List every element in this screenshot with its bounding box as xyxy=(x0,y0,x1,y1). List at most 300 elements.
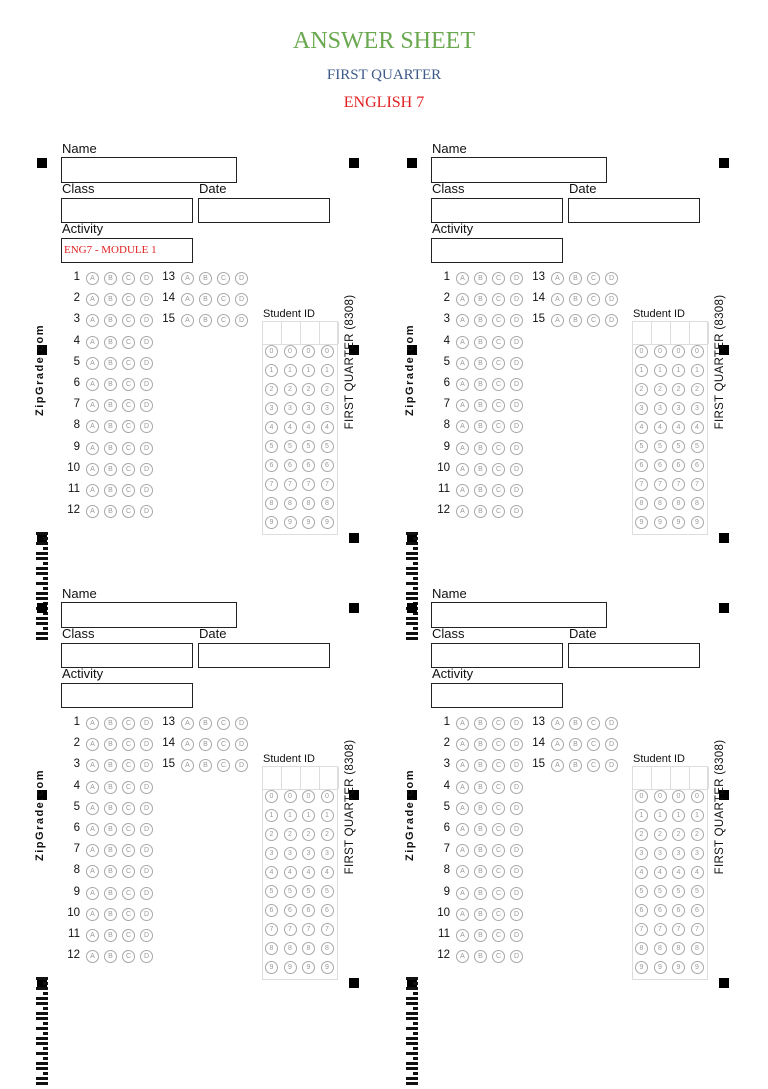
id-digit-bubble[interactable]: 8 xyxy=(672,942,685,955)
id-digit-bubble[interactable]: 8 xyxy=(654,942,667,955)
answer-bubble[interactable]: C xyxy=(217,272,230,285)
answer-bubble[interactable]: A xyxy=(456,823,469,836)
answer-bubble[interactable]: A xyxy=(456,802,469,815)
answer-bubble[interactable]: C xyxy=(217,293,230,306)
answer-bubble[interactable]: C xyxy=(122,399,135,412)
id-digit-bubble[interactable]: 4 xyxy=(284,421,297,434)
answer-bubble[interactable]: B xyxy=(474,759,487,772)
name-field[interactable] xyxy=(431,157,607,183)
answer-bubble[interactable]: C xyxy=(587,717,600,730)
id-digit-bubble[interactable]: 6 xyxy=(284,904,297,917)
answer-bubble[interactable]: A xyxy=(86,823,99,836)
id-digit-bubble[interactable]: 1 xyxy=(265,364,278,377)
id-digit-bubble[interactable]: 0 xyxy=(321,790,334,803)
answer-bubble[interactable]: A xyxy=(86,781,99,794)
id-digit-bubble[interactable]: 1 xyxy=(302,364,315,377)
id-digit-bubble[interactable]: 0 xyxy=(672,790,685,803)
answer-bubble[interactable]: D xyxy=(140,738,153,751)
answer-bubble[interactable]: A xyxy=(551,314,564,327)
id-digit-bubble[interactable]: 2 xyxy=(654,828,667,841)
id-digit-bubble[interactable]: 5 xyxy=(321,885,334,898)
answer-bubble[interactable]: C xyxy=(122,442,135,455)
id-digit-bubble[interactable]: 4 xyxy=(284,866,297,879)
id-digit-bubble[interactable]: 6 xyxy=(265,904,278,917)
answer-bubble[interactable]: A xyxy=(86,272,99,285)
answer-bubble[interactable]: D xyxy=(140,378,153,391)
answer-bubble[interactable]: C xyxy=(492,759,505,772)
answer-bubble[interactable]: A xyxy=(86,950,99,963)
answer-bubble[interactable]: A xyxy=(456,887,469,900)
answer-bubble[interactable]: B xyxy=(104,272,117,285)
id-digit-bubble[interactable]: 0 xyxy=(654,345,667,358)
answer-bubble[interactable]: C xyxy=(492,865,505,878)
answer-bubble[interactable]: C xyxy=(122,781,135,794)
answer-bubble[interactable]: B xyxy=(199,717,212,730)
answer-bubble[interactable]: B xyxy=(104,781,117,794)
answer-bubble[interactable]: A xyxy=(551,272,564,285)
class-field[interactable] xyxy=(431,643,563,668)
id-digit-bubble[interactable]: 3 xyxy=(284,847,297,860)
id-digit-bubble[interactable]: 7 xyxy=(654,478,667,491)
answer-bubble[interactable]: D xyxy=(510,357,523,370)
id-digit-bubble[interactable]: 6 xyxy=(691,459,704,472)
answer-bubble[interactable]: D xyxy=(140,950,153,963)
id-digit-bubble[interactable]: 8 xyxy=(321,497,334,510)
answer-bubble[interactable]: B xyxy=(474,887,487,900)
answer-bubble[interactable]: C xyxy=(122,272,135,285)
answer-bubble[interactable]: B xyxy=(199,272,212,285)
answer-bubble[interactable]: A xyxy=(86,887,99,900)
id-digit-bubble[interactable]: 1 xyxy=(302,809,315,822)
answer-bubble[interactable]: D xyxy=(605,272,618,285)
id-digit-bubble[interactable]: 1 xyxy=(691,809,704,822)
id-digit-bubble[interactable]: 7 xyxy=(691,923,704,936)
answer-bubble[interactable]: A xyxy=(86,357,99,370)
answer-bubble[interactable]: A xyxy=(181,293,194,306)
answer-bubble[interactable]: B xyxy=(474,442,487,455)
answer-bubble[interactable]: A xyxy=(181,272,194,285)
answer-bubble[interactable]: D xyxy=(510,399,523,412)
answer-bubble[interactable]: D xyxy=(605,717,618,730)
activity-field[interactable] xyxy=(431,683,563,708)
answer-bubble[interactable]: B xyxy=(104,442,117,455)
answer-bubble[interactable]: C xyxy=(492,463,505,476)
answer-bubble[interactable]: B xyxy=(569,314,582,327)
id-digit-bubble[interactable]: 1 xyxy=(321,364,334,377)
id-digit-bubble[interactable]: 0 xyxy=(265,790,278,803)
id-digit-bubble[interactable]: 9 xyxy=(284,516,297,529)
answer-bubble[interactable]: B xyxy=(104,929,117,942)
id-digit-bubble[interactable]: 5 xyxy=(284,885,297,898)
answer-bubble[interactable]: D xyxy=(235,272,248,285)
id-digit-bubble[interactable]: 3 xyxy=(635,847,648,860)
id-digit-bubble[interactable]: 6 xyxy=(691,904,704,917)
id-entry-cell[interactable] xyxy=(652,322,671,344)
id-digit-bubble[interactable]: 5 xyxy=(265,440,278,453)
answer-bubble[interactable]: D xyxy=(510,865,523,878)
answer-bubble[interactable]: B xyxy=(474,463,487,476)
answer-bubble[interactable]: C xyxy=(122,950,135,963)
answer-bubble[interactable]: D xyxy=(140,887,153,900)
answer-bubble[interactable]: B xyxy=(474,865,487,878)
id-digit-bubble[interactable]: 3 xyxy=(635,402,648,415)
id-entry-cell[interactable] xyxy=(633,322,652,344)
answer-bubble[interactable]: A xyxy=(86,378,99,391)
name-field[interactable] xyxy=(431,602,607,628)
id-digit-bubble[interactable]: 6 xyxy=(672,904,685,917)
id-digit-bubble[interactable]: 1 xyxy=(321,809,334,822)
id-digit-bubble[interactable]: 9 xyxy=(654,516,667,529)
answer-bubble[interactable]: A xyxy=(456,505,469,518)
answer-bubble[interactable]: D xyxy=(140,399,153,412)
answer-bubble[interactable]: C xyxy=(587,738,600,751)
answer-bubble[interactable]: D xyxy=(605,314,618,327)
id-digit-bubble[interactable]: 4 xyxy=(302,421,315,434)
answer-bubble[interactable]: B xyxy=(474,336,487,349)
id-digit-bubble[interactable]: 8 xyxy=(321,942,334,955)
answer-bubble[interactable]: B xyxy=(104,399,117,412)
id-digit-bubble[interactable]: 7 xyxy=(654,923,667,936)
id-digit-bubble[interactable]: 4 xyxy=(321,866,334,879)
answer-bubble[interactable]: C xyxy=(492,823,505,836)
id-digit-bubble[interactable]: 1 xyxy=(654,809,667,822)
id-digit-bubble[interactable]: 4 xyxy=(672,866,685,879)
answer-bubble[interactable]: C xyxy=(587,759,600,772)
answer-bubble[interactable]: A xyxy=(86,844,99,857)
answer-bubble[interactable]: C xyxy=(217,759,230,772)
id-digit-bubble[interactable]: 2 xyxy=(302,383,315,396)
answer-bubble[interactable]: D xyxy=(510,759,523,772)
answer-bubble[interactable]: C xyxy=(122,908,135,921)
id-digit-bubble[interactable]: 7 xyxy=(691,478,704,491)
id-digit-bubble[interactable]: 5 xyxy=(302,885,315,898)
answer-bubble[interactable]: D xyxy=(140,484,153,497)
id-digit-bubble[interactable]: 2 xyxy=(284,828,297,841)
id-digit-bubble[interactable]: 4 xyxy=(321,421,334,434)
id-digit-bubble[interactable]: 9 xyxy=(635,961,648,974)
answer-bubble[interactable]: A xyxy=(456,314,469,327)
answer-bubble[interactable]: A xyxy=(456,272,469,285)
date-field[interactable] xyxy=(198,643,330,668)
id-digit-bubble[interactable]: 3 xyxy=(691,402,704,415)
answer-bubble[interactable]: B xyxy=(474,357,487,370)
answer-bubble[interactable]: B xyxy=(474,378,487,391)
id-digit-bubble[interactable]: 9 xyxy=(321,516,334,529)
id-digit-bubble[interactable]: 8 xyxy=(265,497,278,510)
id-digit-bubble[interactable]: 9 xyxy=(691,961,704,974)
answer-bubble[interactable]: C xyxy=(492,738,505,751)
date-field[interactable] xyxy=(198,198,330,223)
answer-bubble[interactable]: A xyxy=(86,802,99,815)
answer-bubble[interactable]: D xyxy=(510,442,523,455)
answer-bubble[interactable]: A xyxy=(456,865,469,878)
id-digit-bubble[interactable]: 5 xyxy=(654,885,667,898)
answer-bubble[interactable]: A xyxy=(456,908,469,921)
answer-bubble[interactable]: A xyxy=(181,314,194,327)
answer-bubble[interactable]: A xyxy=(456,950,469,963)
answer-bubble[interactable]: D xyxy=(140,823,153,836)
answer-bubble[interactable]: B xyxy=(569,293,582,306)
answer-bubble[interactable]: C xyxy=(587,293,600,306)
answer-bubble[interactable]: A xyxy=(86,314,99,327)
id-digit-bubble[interactable]: 3 xyxy=(265,847,278,860)
answer-bubble[interactable]: D xyxy=(140,463,153,476)
activity-field[interactable] xyxy=(431,238,563,263)
id-digit-bubble[interactable]: 7 xyxy=(321,478,334,491)
id-digit-bubble[interactable]: 2 xyxy=(635,383,648,396)
id-digit-bubble[interactable]: 2 xyxy=(265,828,278,841)
id-digit-bubble[interactable]: 8 xyxy=(284,497,297,510)
answer-bubble[interactable]: C xyxy=(492,293,505,306)
id-digit-bubble[interactable]: 6 xyxy=(654,459,667,472)
id-digit-bubble[interactable]: 2 xyxy=(321,383,334,396)
answer-bubble[interactable]: B xyxy=(104,484,117,497)
id-digit-bubble[interactable]: 5 xyxy=(672,885,685,898)
id-digit-bubble[interactable]: 5 xyxy=(635,885,648,898)
answer-bubble[interactable]: C xyxy=(217,717,230,730)
answer-bubble[interactable]: C xyxy=(122,717,135,730)
answer-bubble[interactable]: B xyxy=(104,314,117,327)
answer-bubble[interactable]: B xyxy=(104,823,117,836)
answer-bubble[interactable]: C xyxy=(122,463,135,476)
answer-bubble[interactable]: B xyxy=(104,738,117,751)
id-digit-bubble[interactable]: 8 xyxy=(672,497,685,510)
answer-bubble[interactable]: D xyxy=(140,272,153,285)
id-digit-bubble[interactable]: 6 xyxy=(265,459,278,472)
answer-bubble[interactable]: B xyxy=(474,484,487,497)
answer-bubble[interactable]: B xyxy=(104,802,117,815)
answer-bubble[interactable]: A xyxy=(456,442,469,455)
id-digit-bubble[interactable]: 8 xyxy=(635,497,648,510)
answer-bubble[interactable]: A xyxy=(86,759,99,772)
answer-bubble[interactable]: B xyxy=(569,738,582,751)
id-digit-bubble[interactable]: 1 xyxy=(265,809,278,822)
answer-bubble[interactable]: C xyxy=(492,929,505,942)
answer-bubble[interactable]: B xyxy=(104,505,117,518)
id-entry-cell[interactable] xyxy=(301,767,320,789)
id-digit-bubble[interactable]: 0 xyxy=(321,345,334,358)
answer-bubble[interactable]: C xyxy=(492,442,505,455)
answer-bubble[interactable]: D xyxy=(510,272,523,285)
answer-bubble[interactable]: B xyxy=(474,738,487,751)
id-digit-bubble[interactable]: 4 xyxy=(654,421,667,434)
answer-bubble[interactable]: B xyxy=(199,759,212,772)
answer-bubble[interactable]: A xyxy=(551,293,564,306)
answer-bubble[interactable]: A xyxy=(86,505,99,518)
answer-bubble[interactable]: A xyxy=(456,293,469,306)
answer-bubble[interactable]: C xyxy=(122,293,135,306)
answer-bubble[interactable]: D xyxy=(140,442,153,455)
class-field[interactable] xyxy=(431,198,563,223)
id-digit-bubble[interactable]: 5 xyxy=(635,440,648,453)
id-digit-bubble[interactable]: 3 xyxy=(265,402,278,415)
answer-bubble[interactable]: D xyxy=(140,505,153,518)
id-entry-cell[interactable] xyxy=(320,767,339,789)
id-entry-cell[interactable] xyxy=(282,767,301,789)
answer-bubble[interactable]: D xyxy=(235,314,248,327)
id-digit-bubble[interactable]: 4 xyxy=(265,421,278,434)
id-digit-bubble[interactable]: 9 xyxy=(672,961,685,974)
answer-bubble[interactable]: D xyxy=(510,781,523,794)
answer-bubble[interactable]: C xyxy=(122,738,135,751)
answer-bubble[interactable]: C xyxy=(492,272,505,285)
id-digit-bubble[interactable]: 5 xyxy=(654,440,667,453)
answer-bubble[interactable]: C xyxy=(587,314,600,327)
answer-bubble[interactable]: C xyxy=(217,738,230,751)
answer-bubble[interactable]: D xyxy=(510,505,523,518)
id-digit-bubble[interactable]: 7 xyxy=(635,478,648,491)
id-digit-bubble[interactable]: 1 xyxy=(635,364,648,377)
id-digit-bubble[interactable]: 6 xyxy=(654,904,667,917)
id-digit-bubble[interactable]: 2 xyxy=(672,828,685,841)
id-digit-bubble[interactable]: 5 xyxy=(265,885,278,898)
id-digit-bubble[interactable]: 7 xyxy=(265,923,278,936)
answer-bubble[interactable]: C xyxy=(122,929,135,942)
answer-bubble[interactable]: A xyxy=(86,420,99,433)
id-digit-bubble[interactable]: 0 xyxy=(691,790,704,803)
date-field[interactable] xyxy=(568,643,700,668)
answer-bubble[interactable]: C xyxy=(492,336,505,349)
id-digit-bubble[interactable]: 8 xyxy=(691,942,704,955)
id-digit-bubble[interactable]: 2 xyxy=(265,383,278,396)
id-digit-bubble[interactable]: 9 xyxy=(672,516,685,529)
answer-bubble[interactable]: C xyxy=(492,399,505,412)
name-field[interactable] xyxy=(61,157,237,183)
answer-bubble[interactable]: A xyxy=(86,442,99,455)
id-digit-bubble[interactable]: 3 xyxy=(672,847,685,860)
answer-bubble[interactable]: D xyxy=(235,759,248,772)
id-digit-bubble[interactable]: 7 xyxy=(635,923,648,936)
id-entry-cell[interactable] xyxy=(282,322,301,344)
answer-bubble[interactable]: C xyxy=(122,802,135,815)
answer-bubble[interactable]: A xyxy=(181,738,194,751)
answer-bubble[interactable]: C xyxy=(122,759,135,772)
answer-bubble[interactable]: B xyxy=(104,293,117,306)
answer-bubble[interactable]: C xyxy=(492,781,505,794)
id-digit-bubble[interactable]: 6 xyxy=(284,459,297,472)
id-entry-cell[interactable] xyxy=(263,322,282,344)
id-digit-bubble[interactable]: 1 xyxy=(691,364,704,377)
answer-bubble[interactable]: C xyxy=(122,420,135,433)
answer-bubble[interactable]: A xyxy=(86,865,99,878)
answer-bubble[interactable]: C xyxy=(587,272,600,285)
id-digit-bubble[interactable]: 3 xyxy=(284,402,297,415)
answer-bubble[interactable]: D xyxy=(510,929,523,942)
answer-bubble[interactable]: B xyxy=(104,357,117,370)
id-digit-bubble[interactable]: 9 xyxy=(284,961,297,974)
answer-bubble[interactable]: B xyxy=(104,420,117,433)
id-digit-bubble[interactable]: 3 xyxy=(654,847,667,860)
answer-bubble[interactable]: A xyxy=(456,717,469,730)
answer-bubble[interactable]: B xyxy=(569,759,582,772)
answer-bubble[interactable]: C xyxy=(122,865,135,878)
answer-bubble[interactable]: D xyxy=(605,759,618,772)
id-digit-bubble[interactable]: 0 xyxy=(265,345,278,358)
id-digit-bubble[interactable]: 5 xyxy=(321,440,334,453)
answer-bubble[interactable]: A xyxy=(86,717,99,730)
answer-bubble[interactable]: D xyxy=(605,738,618,751)
answer-bubble[interactable]: B xyxy=(104,908,117,921)
answer-bubble[interactable]: B xyxy=(104,887,117,900)
id-digit-bubble[interactable]: 0 xyxy=(284,345,297,358)
answer-bubble[interactable]: C xyxy=(122,378,135,391)
id-digit-bubble[interactable]: 7 xyxy=(321,923,334,936)
answer-bubble[interactable]: D xyxy=(140,336,153,349)
activity-field[interactable] xyxy=(61,683,193,708)
id-digit-bubble[interactable]: 7 xyxy=(265,478,278,491)
id-digit-bubble[interactable]: 0 xyxy=(302,345,315,358)
id-digit-bubble[interactable]: 9 xyxy=(265,516,278,529)
id-digit-bubble[interactable]: 4 xyxy=(635,866,648,879)
answer-bubble[interactable]: B xyxy=(104,950,117,963)
answer-bubble[interactable]: A xyxy=(86,336,99,349)
answer-bubble[interactable]: C xyxy=(122,336,135,349)
answer-bubble[interactable]: C xyxy=(122,314,135,327)
answer-bubble[interactable]: D xyxy=(510,420,523,433)
id-entry-cell[interactable] xyxy=(671,322,690,344)
answer-bubble[interactable]: B xyxy=(474,293,487,306)
answer-bubble[interactable]: C xyxy=(122,357,135,370)
id-digit-bubble[interactable]: 2 xyxy=(284,383,297,396)
id-digit-bubble[interactable]: 9 xyxy=(302,516,315,529)
answer-bubble[interactable]: B xyxy=(474,272,487,285)
id-digit-bubble[interactable]: 9 xyxy=(635,516,648,529)
answer-bubble[interactable]: D xyxy=(510,950,523,963)
answer-bubble[interactable]: D xyxy=(605,293,618,306)
answer-bubble[interactable]: D xyxy=(140,865,153,878)
id-digit-bubble[interactable]: 3 xyxy=(302,847,315,860)
answer-bubble[interactable]: C xyxy=(492,357,505,370)
id-digit-bubble[interactable]: 3 xyxy=(672,402,685,415)
answer-bubble[interactable]: A xyxy=(86,463,99,476)
answer-bubble[interactable]: C xyxy=(122,844,135,857)
name-field[interactable] xyxy=(61,602,237,628)
answer-bubble[interactable]: D xyxy=(140,759,153,772)
answer-bubble[interactable]: C xyxy=(492,950,505,963)
answer-bubble[interactable]: C xyxy=(492,887,505,900)
answer-bubble[interactable]: C xyxy=(492,484,505,497)
id-digit-bubble[interactable]: 8 xyxy=(284,942,297,955)
answer-bubble[interactable]: D xyxy=(235,717,248,730)
id-digit-bubble[interactable]: 8 xyxy=(635,942,648,955)
id-digit-bubble[interactable]: 3 xyxy=(691,847,704,860)
id-digit-bubble[interactable]: 7 xyxy=(302,478,315,491)
answer-bubble[interactable]: A xyxy=(551,738,564,751)
answer-bubble[interactable]: B xyxy=(199,293,212,306)
id-digit-bubble[interactable]: 0 xyxy=(672,345,685,358)
answer-bubble[interactable]: B xyxy=(104,759,117,772)
answer-bubble[interactable]: D xyxy=(510,717,523,730)
id-digit-bubble[interactable]: 3 xyxy=(302,402,315,415)
id-digit-bubble[interactable]: 6 xyxy=(635,459,648,472)
id-digit-bubble[interactable]: 2 xyxy=(654,383,667,396)
id-digit-bubble[interactable]: 9 xyxy=(302,961,315,974)
answer-bubble[interactable]: D xyxy=(510,908,523,921)
answer-bubble[interactable]: D xyxy=(510,802,523,815)
answer-bubble[interactable]: A xyxy=(456,463,469,476)
id-digit-bubble[interactable]: 8 xyxy=(302,497,315,510)
answer-bubble[interactable]: D xyxy=(140,781,153,794)
id-digit-bubble[interactable]: 8 xyxy=(302,942,315,955)
answer-bubble[interactable]: C xyxy=(492,844,505,857)
class-field[interactable] xyxy=(61,198,193,223)
id-digit-bubble[interactable]: 1 xyxy=(284,364,297,377)
answer-bubble[interactable]: C xyxy=(492,802,505,815)
id-digit-bubble[interactable]: 8 xyxy=(691,497,704,510)
id-digit-bubble[interactable]: 2 xyxy=(321,828,334,841)
id-digit-bubble[interactable]: 5 xyxy=(672,440,685,453)
id-digit-bubble[interactable]: 3 xyxy=(321,402,334,415)
